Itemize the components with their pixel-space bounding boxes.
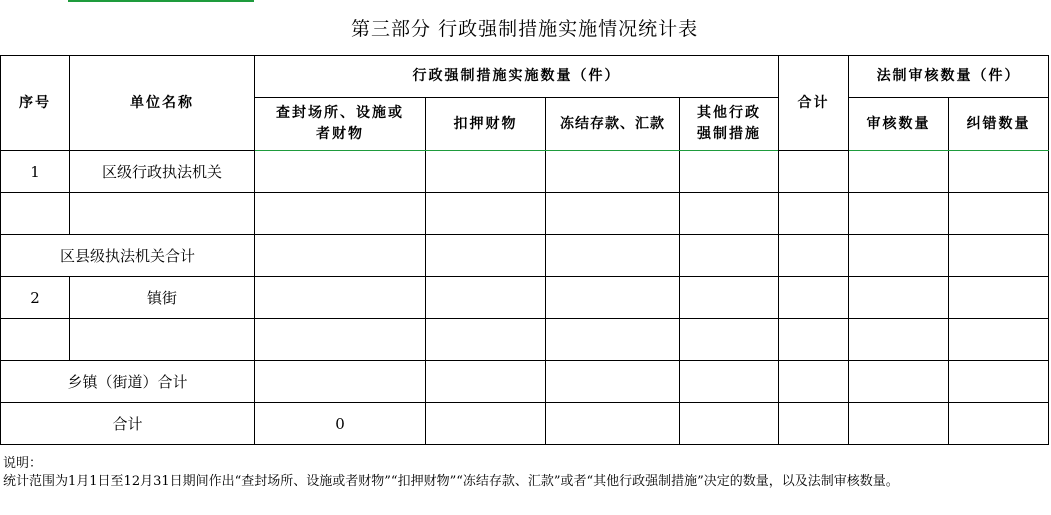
row4-correct-cell[interactable] xyxy=(949,277,1049,319)
row1-total-cell[interactable] xyxy=(779,151,849,193)
table-row xyxy=(1,235,1049,277)
header-group-review: 法制审核数量（件） xyxy=(849,56,1049,98)
row1-correct-cell[interactable] xyxy=(949,151,1049,193)
row4-total-cell[interactable] xyxy=(779,277,849,319)
row1-name[interactable]: 区级行政执法机关 xyxy=(70,151,255,193)
row3-freeze-cell[interactable] xyxy=(546,235,680,277)
row5-review-cell[interactable] xyxy=(849,319,949,361)
row7-freeze-cell[interactable] xyxy=(546,403,680,445)
header-review-count: 审核数量 xyxy=(849,98,949,151)
row1-other-cell[interactable] xyxy=(680,151,779,193)
row5-seq[interactable] xyxy=(1,319,70,361)
row5-correct-cell[interactable] xyxy=(949,319,1049,361)
row7-seal-value[interactable]: 0 xyxy=(255,403,426,445)
table-row xyxy=(1,403,1049,445)
row7-correct-cell[interactable] xyxy=(949,403,1049,445)
notes-section xyxy=(3,455,1048,491)
row7-other-cell[interactable] xyxy=(680,403,779,445)
row5-seal-cell[interactable] xyxy=(255,319,426,361)
header-group-measures: 行政强制措施实施数量（件） xyxy=(255,56,779,98)
row3-total-cell[interactable] xyxy=(779,235,849,277)
row2-correct-cell[interactable] xyxy=(949,193,1049,235)
row2-total-cell[interactable] xyxy=(779,193,849,235)
table-title: 第三部分 行政强制措施实施情况统计表 xyxy=(1,0,1049,56)
row2-seal-cell[interactable] xyxy=(255,193,426,235)
row3-seal-cell[interactable] xyxy=(255,235,426,277)
notes-text: 统计范围为1月1日至12月31日期间作出“查封场所、设施或者财物”“扣押财物”“冻结存款、汇款”或者“其他行政强制措施”决定的数量，以及法制审核数量。 xyxy=(3,474,899,489)
row1-review-cell[interactable] xyxy=(849,151,949,193)
row5-total-cell[interactable] xyxy=(779,319,849,361)
row2-seq[interactable] xyxy=(1,193,70,235)
row4-seize-cell[interactable] xyxy=(426,277,546,319)
row7-review-cell[interactable] xyxy=(849,403,949,445)
row5-seize-cell[interactable] xyxy=(426,319,546,361)
header-freeze: 冻结存款、汇款 xyxy=(546,98,680,151)
table-row xyxy=(1,277,1049,319)
row6-seize-cell[interactable] xyxy=(426,361,546,403)
row7-seize-cell[interactable] xyxy=(426,403,546,445)
table-row xyxy=(1,193,1049,235)
row5-freeze-cell[interactable] xyxy=(546,319,680,361)
table-row xyxy=(1,361,1049,403)
header-correct-count: 纠错数量 xyxy=(949,98,1049,151)
row3-subtotal-label[interactable]: 区县级执法机关合计 xyxy=(1,235,255,277)
row2-other-cell[interactable] xyxy=(680,193,779,235)
row6-correct-cell[interactable] xyxy=(949,361,1049,403)
row4-other-cell[interactable] xyxy=(680,277,779,319)
row5-name[interactable] xyxy=(70,319,255,361)
row2-seize-cell[interactable] xyxy=(426,193,546,235)
header-other: 其他行政强制措施 xyxy=(680,98,779,151)
row1-seize-cell[interactable] xyxy=(426,151,546,193)
row6-seal-cell[interactable] xyxy=(255,361,426,403)
row4-name[interactable]: 镇街 xyxy=(70,277,255,319)
row3-review-cell[interactable] xyxy=(849,235,949,277)
header-seq: 序号 xyxy=(1,56,70,151)
row4-freeze-cell[interactable] xyxy=(546,277,680,319)
notes-heading: 说明： xyxy=(3,456,43,471)
row2-name[interactable] xyxy=(70,193,255,235)
header-seal: 查封场所、设施或者财物 xyxy=(255,98,426,151)
row6-subtotal-label[interactable]: 乡镇（街道）合计 xyxy=(1,361,255,403)
row6-total-cell[interactable] xyxy=(779,361,849,403)
row3-other-cell[interactable] xyxy=(680,235,779,277)
table-row xyxy=(1,151,1049,193)
row1-freeze-cell[interactable] xyxy=(546,151,680,193)
row7-total-label[interactable]: 合计 xyxy=(1,403,255,445)
row1-seal-cell[interactable] xyxy=(255,151,426,193)
row5-other-cell[interactable] xyxy=(680,319,779,361)
row1-seq[interactable]: 1 xyxy=(1,151,70,193)
row4-seq[interactable]: 2 xyxy=(1,277,70,319)
row2-freeze-cell[interactable] xyxy=(546,193,680,235)
table-row xyxy=(1,319,1049,361)
row4-seal-cell[interactable] xyxy=(255,277,426,319)
row6-freeze-cell[interactable] xyxy=(546,361,680,403)
row3-correct-cell[interactable] xyxy=(949,235,1049,277)
header-unit-name: 单位名称 xyxy=(70,56,255,151)
row7-total-cell[interactable] xyxy=(779,403,849,445)
header-seize: 扣押财物 xyxy=(426,98,546,151)
row6-other-cell[interactable] xyxy=(680,361,779,403)
row6-review-cell[interactable] xyxy=(849,361,949,403)
row3-seize-cell[interactable] xyxy=(426,235,546,277)
header-total: 合计 xyxy=(779,56,849,151)
row4-review-cell[interactable] xyxy=(849,277,949,319)
row2-review-cell[interactable] xyxy=(849,193,949,235)
